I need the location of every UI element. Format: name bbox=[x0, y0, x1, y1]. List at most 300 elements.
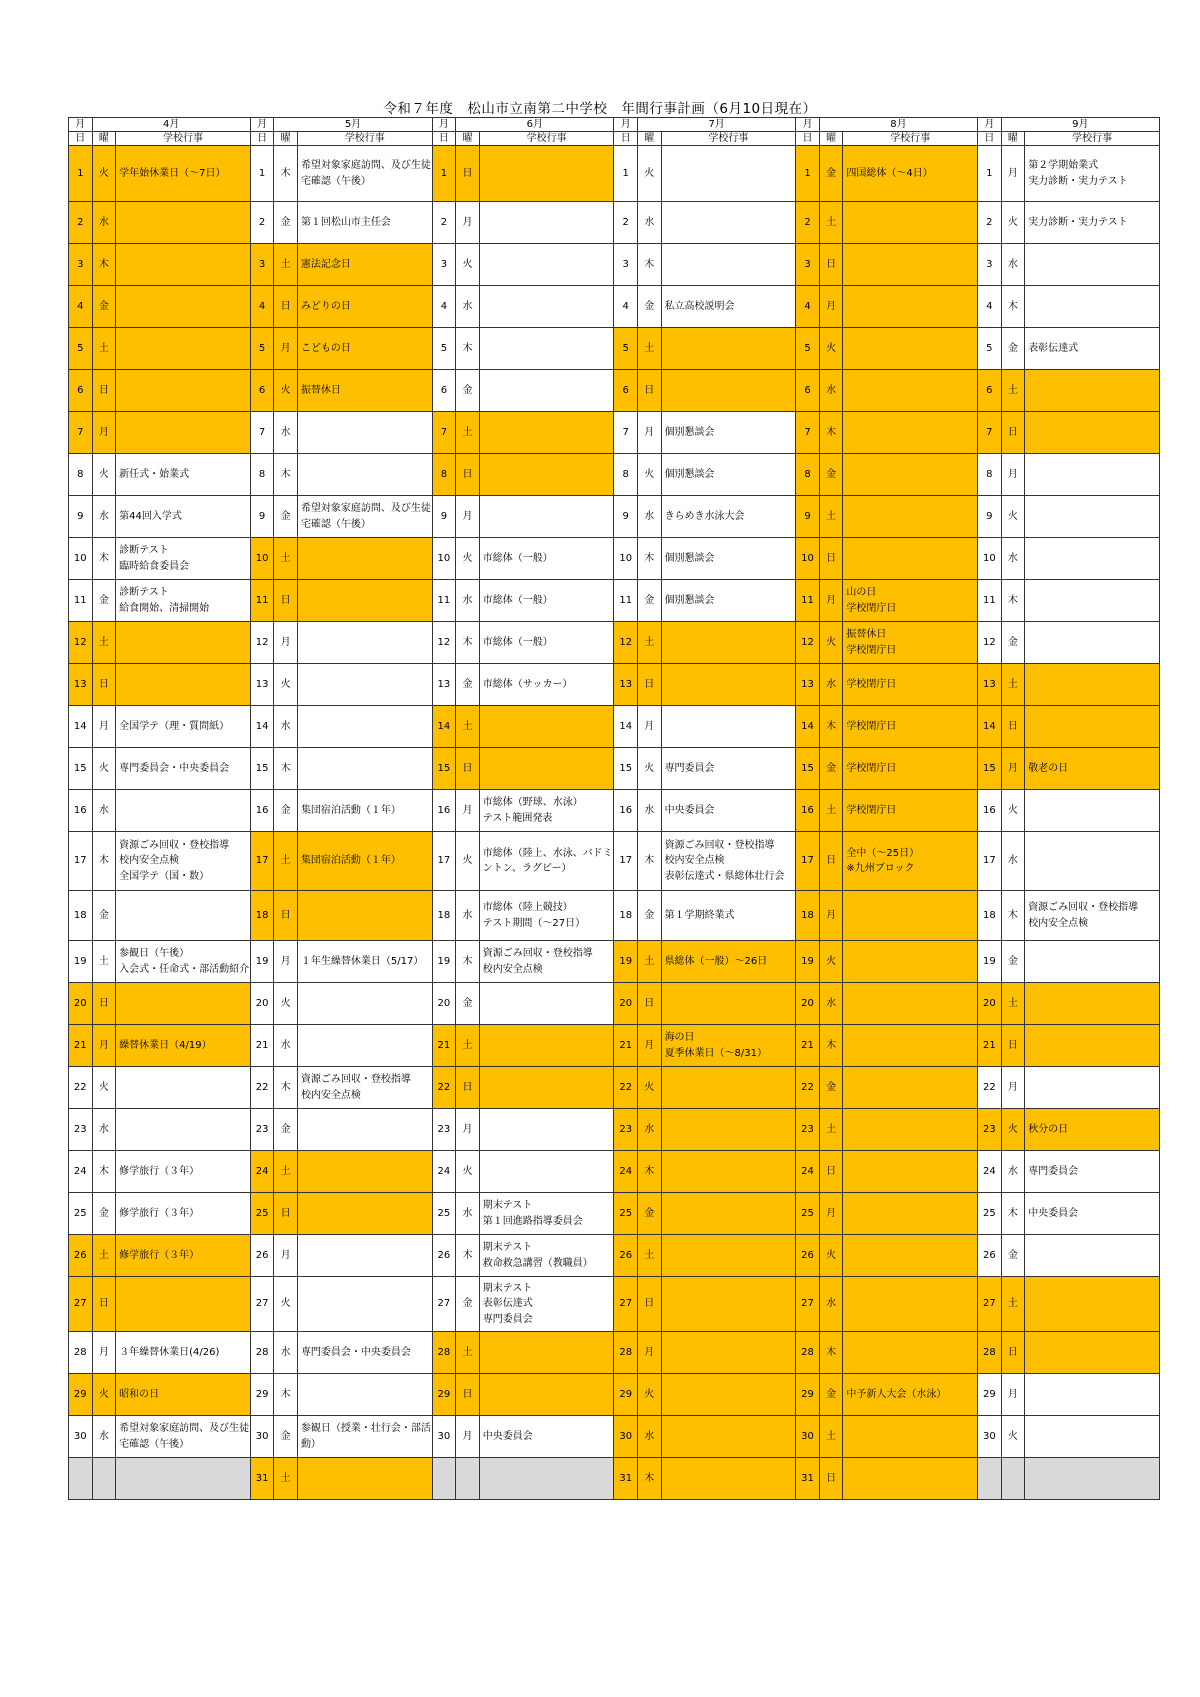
event-text bbox=[1025, 622, 1160, 664]
day-number: 18 bbox=[614, 891, 638, 941]
weekday: 月 bbox=[819, 1193, 843, 1235]
event-text: 市総体（一般） bbox=[479, 622, 614, 664]
weekday: 金 bbox=[274, 790, 298, 832]
day-number: 20 bbox=[250, 983, 274, 1025]
weekday: 日 bbox=[819, 832, 843, 891]
event-text: 修学旅行（３年） bbox=[116, 1193, 251, 1235]
event-text bbox=[297, 1109, 432, 1151]
weekday: 水 bbox=[1001, 244, 1025, 286]
event-text: 資源ごみ回収・登校指導 校内安全点検 全国学テ（国・数） bbox=[116, 832, 251, 891]
weekday: 火 bbox=[92, 454, 116, 496]
event-text bbox=[116, 891, 251, 941]
weekday: 金 bbox=[1001, 328, 1025, 370]
day-number: 16 bbox=[250, 790, 274, 832]
event-text: 全中（～25日） ※九州ブロック bbox=[843, 832, 978, 891]
weekday: 木 bbox=[638, 1458, 662, 1500]
weekday: 水 bbox=[274, 412, 298, 454]
day-number: 11 bbox=[69, 580, 93, 622]
day-number: 1 bbox=[978, 146, 1002, 202]
weekday: 金 bbox=[274, 202, 298, 244]
day-number: 13 bbox=[796, 664, 820, 706]
day-number: 4 bbox=[250, 286, 274, 328]
table-row bbox=[69, 1458, 1160, 1500]
weekday: 木 bbox=[456, 941, 480, 983]
weekday: 木 bbox=[1001, 580, 1025, 622]
day-number: 2 bbox=[796, 202, 820, 244]
weekday: 水 bbox=[456, 580, 480, 622]
day-number: 14 bbox=[614, 706, 638, 748]
day-number: 8 bbox=[250, 454, 274, 496]
weekday: 火 bbox=[92, 146, 116, 202]
event-text bbox=[661, 1416, 796, 1458]
event-text: 四国総体（～4日） bbox=[843, 146, 978, 202]
event-text: 振替休日 学校閉庁日 bbox=[843, 622, 978, 664]
table-row bbox=[69, 496, 1160, 538]
event-text bbox=[479, 1332, 614, 1374]
weekday: 月 bbox=[1001, 748, 1025, 790]
weekday: 月 bbox=[456, 1416, 480, 1458]
weekday: 水 bbox=[1001, 832, 1025, 891]
event-text bbox=[843, 496, 978, 538]
day-number: 12 bbox=[614, 622, 638, 664]
event-text: 希望対象家庭訪問、及び生徒宅確認（午後） bbox=[297, 146, 432, 202]
event-text bbox=[479, 286, 614, 328]
weekday: 土 bbox=[1001, 664, 1025, 706]
event-text bbox=[116, 370, 251, 412]
event-text bbox=[297, 1151, 432, 1193]
table-row bbox=[69, 146, 1160, 202]
day-number: 18 bbox=[978, 891, 1002, 941]
table-row bbox=[69, 664, 1160, 706]
day-number: 20 bbox=[614, 983, 638, 1025]
day-column-header: 日 bbox=[69, 132, 93, 146]
weekday: 水 bbox=[638, 1109, 662, 1151]
weekday: 月 bbox=[819, 580, 843, 622]
weekday: 金 bbox=[274, 1109, 298, 1151]
day-number: 5 bbox=[978, 328, 1002, 370]
weekday: 金 bbox=[274, 1416, 298, 1458]
event-text: 個別懇談会 bbox=[661, 412, 796, 454]
table-row bbox=[69, 244, 1160, 286]
day-number: 14 bbox=[978, 706, 1002, 748]
weekday: 土 bbox=[819, 1416, 843, 1458]
weekday: 木 bbox=[92, 1151, 116, 1193]
weekday: 月 bbox=[456, 496, 480, 538]
day-number: 13 bbox=[614, 664, 638, 706]
month-marker: 月 bbox=[978, 118, 1002, 132]
weekday: 水 bbox=[638, 790, 662, 832]
event-text bbox=[479, 328, 614, 370]
month-marker: 月 bbox=[796, 118, 820, 132]
event-text bbox=[479, 146, 614, 202]
day-number: 9 bbox=[614, 496, 638, 538]
day-number: 15 bbox=[614, 748, 638, 790]
weekday: 木 bbox=[274, 146, 298, 202]
events-column-header: 学校行事 bbox=[1025, 132, 1160, 146]
weekday: 水 bbox=[456, 891, 480, 941]
day-number: 29 bbox=[978, 1374, 1002, 1416]
table-row bbox=[69, 1416, 1160, 1458]
event-text: ３年繰替休業日(4/26) bbox=[116, 1332, 251, 1374]
day-number: 26 bbox=[69, 1235, 93, 1277]
day-number: 16 bbox=[432, 790, 456, 832]
weekday: 火 bbox=[819, 1235, 843, 1277]
event-text bbox=[116, 622, 251, 664]
event-text bbox=[297, 706, 432, 748]
day-number: 10 bbox=[796, 538, 820, 580]
event-text bbox=[297, 1193, 432, 1235]
weekday bbox=[1001, 1458, 1025, 1500]
day-number: 23 bbox=[69, 1109, 93, 1151]
event-text: 資源ごみ回収・登校指導 校内安全点検 bbox=[479, 941, 614, 983]
event-text bbox=[116, 1067, 251, 1109]
weekday: 水 bbox=[274, 1332, 298, 1374]
day-number: 28 bbox=[250, 1332, 274, 1374]
day-number: 1 bbox=[614, 146, 638, 202]
day-number: 31 bbox=[796, 1458, 820, 1500]
day-number: 9 bbox=[250, 496, 274, 538]
weekday: 月 bbox=[638, 412, 662, 454]
day-number: 15 bbox=[796, 748, 820, 790]
weekday: 土 bbox=[274, 244, 298, 286]
day-number: 30 bbox=[69, 1416, 93, 1458]
event-text bbox=[661, 146, 796, 202]
day-number: 11 bbox=[796, 580, 820, 622]
event-text: 期末テスト 第１回進路指導委員会 bbox=[479, 1193, 614, 1235]
event-text: 市総体（サッカー） bbox=[479, 664, 614, 706]
event-text: 第１回松山市主任会 bbox=[297, 202, 432, 244]
event-text: 私立高校説明会 bbox=[661, 286, 796, 328]
day-number: 21 bbox=[250, 1025, 274, 1067]
weekday: 日 bbox=[1001, 412, 1025, 454]
event-text bbox=[297, 1235, 432, 1277]
weekday: 火 bbox=[638, 1374, 662, 1416]
event-text bbox=[843, 412, 978, 454]
day-number: 24 bbox=[614, 1151, 638, 1193]
month-header-row bbox=[69, 118, 1160, 132]
day-number: 30 bbox=[614, 1416, 638, 1458]
day-number: 17 bbox=[796, 832, 820, 891]
event-text bbox=[116, 790, 251, 832]
day-number: 11 bbox=[432, 580, 456, 622]
event-text: 修学旅行（３年） bbox=[116, 1151, 251, 1193]
day-number: 16 bbox=[69, 790, 93, 832]
event-text bbox=[843, 1109, 978, 1151]
weekday: 月 bbox=[1001, 454, 1025, 496]
day-number: 7 bbox=[250, 412, 274, 454]
weekday: 金 bbox=[456, 370, 480, 412]
day-number: 8 bbox=[432, 454, 456, 496]
weekday: 日 bbox=[819, 1458, 843, 1500]
day-number: 14 bbox=[250, 706, 274, 748]
day-column-header: 日 bbox=[796, 132, 820, 146]
event-text: 診断テスト 給食開始、清掃開始 bbox=[116, 580, 251, 622]
weekday: 火 bbox=[92, 1067, 116, 1109]
weekday: 金 bbox=[638, 891, 662, 941]
weekday: 土 bbox=[819, 790, 843, 832]
event-text bbox=[479, 1025, 614, 1067]
day-number: 6 bbox=[796, 370, 820, 412]
day-number: 13 bbox=[69, 664, 93, 706]
table-row bbox=[69, 1067, 1160, 1109]
day-number: 7 bbox=[69, 412, 93, 454]
weekday: 土 bbox=[456, 412, 480, 454]
day-number: 3 bbox=[250, 244, 274, 286]
weekday: 水 bbox=[456, 1193, 480, 1235]
table-row bbox=[69, 202, 1160, 244]
event-text bbox=[1025, 1332, 1160, 1374]
day-number: 16 bbox=[796, 790, 820, 832]
event-text bbox=[843, 1332, 978, 1374]
weekday: 火 bbox=[638, 146, 662, 202]
event-text bbox=[1025, 244, 1160, 286]
event-text bbox=[1025, 286, 1160, 328]
day-number: 10 bbox=[978, 538, 1002, 580]
weekday: 木 bbox=[819, 706, 843, 748]
event-text: 敬老の日 bbox=[1025, 748, 1160, 790]
event-text bbox=[116, 1458, 251, 1500]
event-text bbox=[843, 1193, 978, 1235]
weekday: 土 bbox=[456, 1332, 480, 1374]
event-text bbox=[1025, 412, 1160, 454]
event-text bbox=[297, 1374, 432, 1416]
table-row bbox=[69, 328, 1160, 370]
weekday: 日 bbox=[274, 1193, 298, 1235]
event-text bbox=[1025, 983, 1160, 1025]
weekday: 木 bbox=[638, 832, 662, 891]
event-text bbox=[479, 202, 614, 244]
event-text: 個別懇談会 bbox=[661, 454, 796, 496]
weekday: 金 bbox=[1001, 622, 1025, 664]
day-number: 27 bbox=[614, 1277, 638, 1332]
day-number: 25 bbox=[796, 1193, 820, 1235]
weekday: 水 bbox=[92, 496, 116, 538]
day-number: 15 bbox=[978, 748, 1002, 790]
table-row bbox=[69, 370, 1160, 412]
weekday: 木 bbox=[274, 454, 298, 496]
day-number: 24 bbox=[432, 1151, 456, 1193]
weekday: 水 bbox=[92, 1109, 116, 1151]
event-text bbox=[479, 1374, 614, 1416]
weekday: 木 bbox=[819, 1025, 843, 1067]
table-row bbox=[69, 454, 1160, 496]
event-text: 市総体（一般） bbox=[479, 538, 614, 580]
weekday-column-header: 曜 bbox=[1001, 132, 1025, 146]
weekday: 水 bbox=[819, 1277, 843, 1332]
weekday: 木 bbox=[819, 412, 843, 454]
weekday: 月 bbox=[92, 706, 116, 748]
day-number: 5 bbox=[250, 328, 274, 370]
day-number: 2 bbox=[69, 202, 93, 244]
weekday: 金 bbox=[92, 891, 116, 941]
weekday: 木 bbox=[274, 1374, 298, 1416]
event-text bbox=[661, 1109, 796, 1151]
month-marker: 月 bbox=[614, 118, 638, 132]
event-text: 山の日 学校閉庁日 bbox=[843, 580, 978, 622]
day-number: 29 bbox=[796, 1374, 820, 1416]
day-number: 3 bbox=[69, 244, 93, 286]
event-text bbox=[297, 538, 432, 580]
weekday: 土 bbox=[638, 328, 662, 370]
weekday: 土 bbox=[92, 941, 116, 983]
day-number: 8 bbox=[69, 454, 93, 496]
event-text bbox=[297, 1025, 432, 1067]
day-number: 29 bbox=[432, 1374, 456, 1416]
event-text bbox=[843, 328, 978, 370]
event-text: 修学旅行（３年） bbox=[116, 1235, 251, 1277]
weekday: 日 bbox=[638, 1277, 662, 1332]
event-text: こどもの日 bbox=[297, 328, 432, 370]
weekday: 木 bbox=[819, 1332, 843, 1374]
weekday: 水 bbox=[1001, 538, 1025, 580]
weekday: 金 bbox=[819, 1067, 843, 1109]
event-text bbox=[661, 1067, 796, 1109]
event-text bbox=[661, 1277, 796, 1332]
weekday: 水 bbox=[274, 1025, 298, 1067]
weekday: 日 bbox=[92, 370, 116, 412]
event-text bbox=[116, 202, 251, 244]
event-text bbox=[843, 891, 978, 941]
day-number: 25 bbox=[614, 1193, 638, 1235]
day-number: 30 bbox=[250, 1416, 274, 1458]
weekday: 月 bbox=[274, 941, 298, 983]
day-number: 12 bbox=[978, 622, 1002, 664]
event-text bbox=[479, 1067, 614, 1109]
day-number: 22 bbox=[432, 1067, 456, 1109]
event-text: 中央委員会 bbox=[1025, 1193, 1160, 1235]
event-text bbox=[661, 1458, 796, 1500]
weekday: 月 bbox=[274, 328, 298, 370]
event-text: みどりの日 bbox=[297, 286, 432, 328]
weekday: 金 bbox=[819, 1374, 843, 1416]
day-number: 15 bbox=[432, 748, 456, 790]
event-text bbox=[661, 1235, 796, 1277]
weekday: 土 bbox=[819, 202, 843, 244]
event-text: 資源ごみ回収・登校指導 校内安全点検 bbox=[1025, 891, 1160, 941]
day-number: 18 bbox=[69, 891, 93, 941]
table-row bbox=[69, 891, 1160, 941]
day-number: 1 bbox=[796, 146, 820, 202]
event-text: 市総体（陸上、水泳、バドミントン、ラグビー） bbox=[479, 832, 614, 891]
event-text: 学校閉庁日 bbox=[843, 748, 978, 790]
weekday: 水 bbox=[638, 496, 662, 538]
weekday: 日 bbox=[456, 454, 480, 496]
event-text: 市総体（野球、水泳） テスト範囲発表 bbox=[479, 790, 614, 832]
weekday: 火 bbox=[456, 538, 480, 580]
day-number: 8 bbox=[978, 454, 1002, 496]
day-number: 19 bbox=[432, 941, 456, 983]
weekday: 土 bbox=[92, 328, 116, 370]
day-number: 1 bbox=[69, 146, 93, 202]
day-number: 8 bbox=[614, 454, 638, 496]
day-number: 2 bbox=[432, 202, 456, 244]
weekday: 水 bbox=[638, 1416, 662, 1458]
event-text: 集団宿泊活動（１年） bbox=[297, 790, 432, 832]
day-number: 9 bbox=[796, 496, 820, 538]
events-column-header: 学校行事 bbox=[843, 132, 978, 146]
event-text: 希望対象家庭訪問、及び生徒宅確認（午後） bbox=[297, 496, 432, 538]
event-text bbox=[843, 370, 978, 412]
day-number: 23 bbox=[614, 1109, 638, 1151]
weekday: 火 bbox=[274, 1277, 298, 1332]
weekday: 木 bbox=[456, 1235, 480, 1277]
event-text bbox=[297, 891, 432, 941]
day-number: 3 bbox=[432, 244, 456, 286]
day-number: 26 bbox=[250, 1235, 274, 1277]
event-text: 繰替休業日（4/19） bbox=[116, 1025, 251, 1067]
weekday: 水 bbox=[638, 202, 662, 244]
event-text: 専門委員会・中央委員会 bbox=[297, 1332, 432, 1374]
weekday: 火 bbox=[819, 328, 843, 370]
weekday: 木 bbox=[638, 1151, 662, 1193]
day-number: 28 bbox=[614, 1332, 638, 1374]
table-row bbox=[69, 1151, 1160, 1193]
weekday: 木 bbox=[638, 538, 662, 580]
weekday: 日 bbox=[274, 286, 298, 328]
day-number: 21 bbox=[432, 1025, 456, 1067]
day-number: 21 bbox=[614, 1025, 638, 1067]
month-marker: 月 bbox=[250, 118, 274, 132]
weekday: 月 bbox=[1001, 146, 1025, 202]
day-number: 3 bbox=[796, 244, 820, 286]
day-number: 25 bbox=[432, 1193, 456, 1235]
event-text bbox=[297, 664, 432, 706]
page-title: 令和７年度 松山市立南第二中学校 年間行事計画（6月10日現在） bbox=[383, 101, 817, 117]
event-text bbox=[843, 1235, 978, 1277]
day-number: 25 bbox=[250, 1193, 274, 1235]
day-number: 19 bbox=[69, 941, 93, 983]
event-text: 期末テスト 救命救急講習（教職員） bbox=[479, 1235, 614, 1277]
day-column-header: 日 bbox=[250, 132, 274, 146]
day-number: 27 bbox=[432, 1277, 456, 1332]
event-text: 参観日（授業・壮行会・部活動） bbox=[297, 1416, 432, 1458]
day-number: 17 bbox=[614, 832, 638, 891]
weekday: 水 bbox=[92, 1416, 116, 1458]
weekday: 火 bbox=[638, 454, 662, 496]
day-number: 23 bbox=[978, 1109, 1002, 1151]
day-number: 22 bbox=[796, 1067, 820, 1109]
weekday: 土 bbox=[819, 496, 843, 538]
weekday: 日 bbox=[92, 1277, 116, 1332]
event-text bbox=[1025, 538, 1160, 580]
event-text: 第２学期始業式 実力診断・実力テスト bbox=[1025, 146, 1160, 202]
day-number: 5 bbox=[796, 328, 820, 370]
event-text bbox=[479, 454, 614, 496]
day-number: 7 bbox=[432, 412, 456, 454]
event-text: 海の日 夏季休業日（～8/31） bbox=[661, 1025, 796, 1067]
event-text: 参観日（午後） 入会式・任命式・部活動紹介 bbox=[116, 941, 251, 983]
event-text: 秋分の日 bbox=[1025, 1109, 1160, 1151]
event-text: 新任式・始業式 bbox=[116, 454, 251, 496]
event-text bbox=[479, 244, 614, 286]
weekday: 金 bbox=[638, 286, 662, 328]
month-label: 8月 bbox=[819, 118, 977, 132]
table-row bbox=[69, 941, 1160, 983]
day-number: 31 bbox=[614, 1458, 638, 1500]
day-number: 30 bbox=[796, 1416, 820, 1458]
weekday: 金 bbox=[92, 1193, 116, 1235]
weekday: 金 bbox=[456, 664, 480, 706]
day-number: 11 bbox=[614, 580, 638, 622]
weekday-column-header: 曜 bbox=[274, 132, 298, 146]
event-text bbox=[1025, 706, 1160, 748]
day-number: 27 bbox=[69, 1277, 93, 1332]
weekday: 金 bbox=[638, 1193, 662, 1235]
day-number: 16 bbox=[614, 790, 638, 832]
weekday: 月 bbox=[92, 1332, 116, 1374]
event-text bbox=[661, 370, 796, 412]
weekday: 日 bbox=[92, 983, 116, 1025]
